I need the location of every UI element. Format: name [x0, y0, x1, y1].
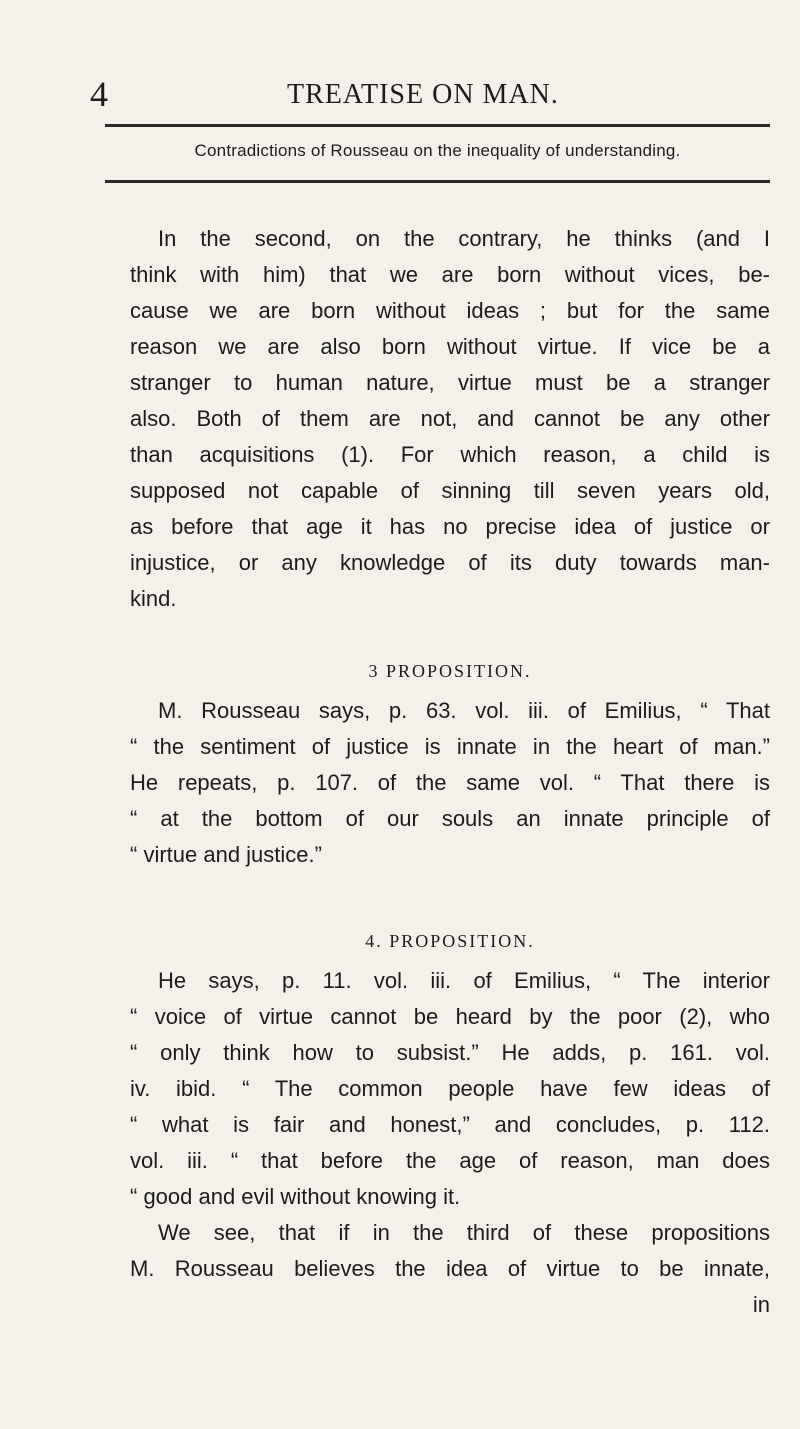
section-subheading: Contradictions of Rousseau on the inequality of understanding. — [194, 141, 681, 160]
text-line: vol. iii. “ that before the age of reason, man does — [130, 1148, 770, 1173]
text-line: He repeats, p. 107. of the same vol. “ That there is — [130, 770, 770, 795]
section-proposition-4 — [130, 911, 770, 1323]
proposition-4-heading: 4. PROPOSITION. — [365, 931, 535, 951]
header-rule-bottom — [105, 180, 770, 183]
text-line: reason we are also born without virtue. If vice be a — [130, 334, 770, 359]
header-rule-top — [105, 124, 770, 127]
text-line: “ voice of virtue cannot be heard by the poor (2), who — [130, 1004, 770, 1029]
text-line: as before that age it has no precise idea of justice or — [130, 514, 770, 539]
text-line: In the second, on the contrary, he thinks (and I — [158, 226, 770, 251]
text-line: think with him) that we are born without vices, be- — [130, 262, 770, 287]
text-line: “ what is fair and honest,” and concludes, p. 112. — [130, 1112, 770, 1137]
text-line: “ at the bottom of our souls an innate principle of — [130, 806, 770, 831]
text-line: We see, that if in the third of these propositions — [158, 1220, 770, 1245]
text-line: cause we are born without ideas ; but for the same — [130, 298, 770, 323]
running-title: TREATISE ON MAN. — [287, 79, 559, 110]
section-proposition-3 — [130, 641, 770, 873]
page-number: 4 — [90, 74, 108, 114]
text-line: He says, p. 11. vol. iii. of Emilius, “ The interior — [158, 968, 770, 993]
text-line: “ the sentiment of justice is innate in the heart of man.” — [130, 734, 770, 759]
catchword: in — [752, 1292, 770, 1317]
text-line: “ only think how to subsist.” He adds, p. 161. vol. — [130, 1040, 770, 1065]
text-line: supposed not capable of sinning till seven years old, — [130, 478, 770, 503]
text-line: “ virtue and justice.” — [130, 842, 322, 867]
text-line: kind. — [130, 586, 177, 611]
text-line: “ good and evil without knowing it. — [130, 1184, 461, 1209]
text-line: M. Rousseau believes the idea of virtue to be innate, — [130, 1256, 770, 1281]
text-line: also. Both of them are not, and cannot be any other — [130, 406, 770, 431]
running-head — [90, 74, 760, 114]
text-line: than acquisitions (1). For which reason, a child is — [130, 442, 770, 467]
text-line: injustice, or any knowledge of its duty towards man- — [130, 550, 770, 575]
text-line: M. Rousseau says, p. 63. vol. iii. of Emilius, “ That — [158, 698, 770, 723]
text-line: stranger to human nature, virtue must be a stranger — [130, 370, 770, 395]
proposition-3-heading: 3 PROPOSITION. — [368, 661, 532, 681]
text-line: iv. ibid. “ The common people have few ideas of — [130, 1076, 770, 1101]
paragraph-second-proposition — [130, 221, 770, 617]
